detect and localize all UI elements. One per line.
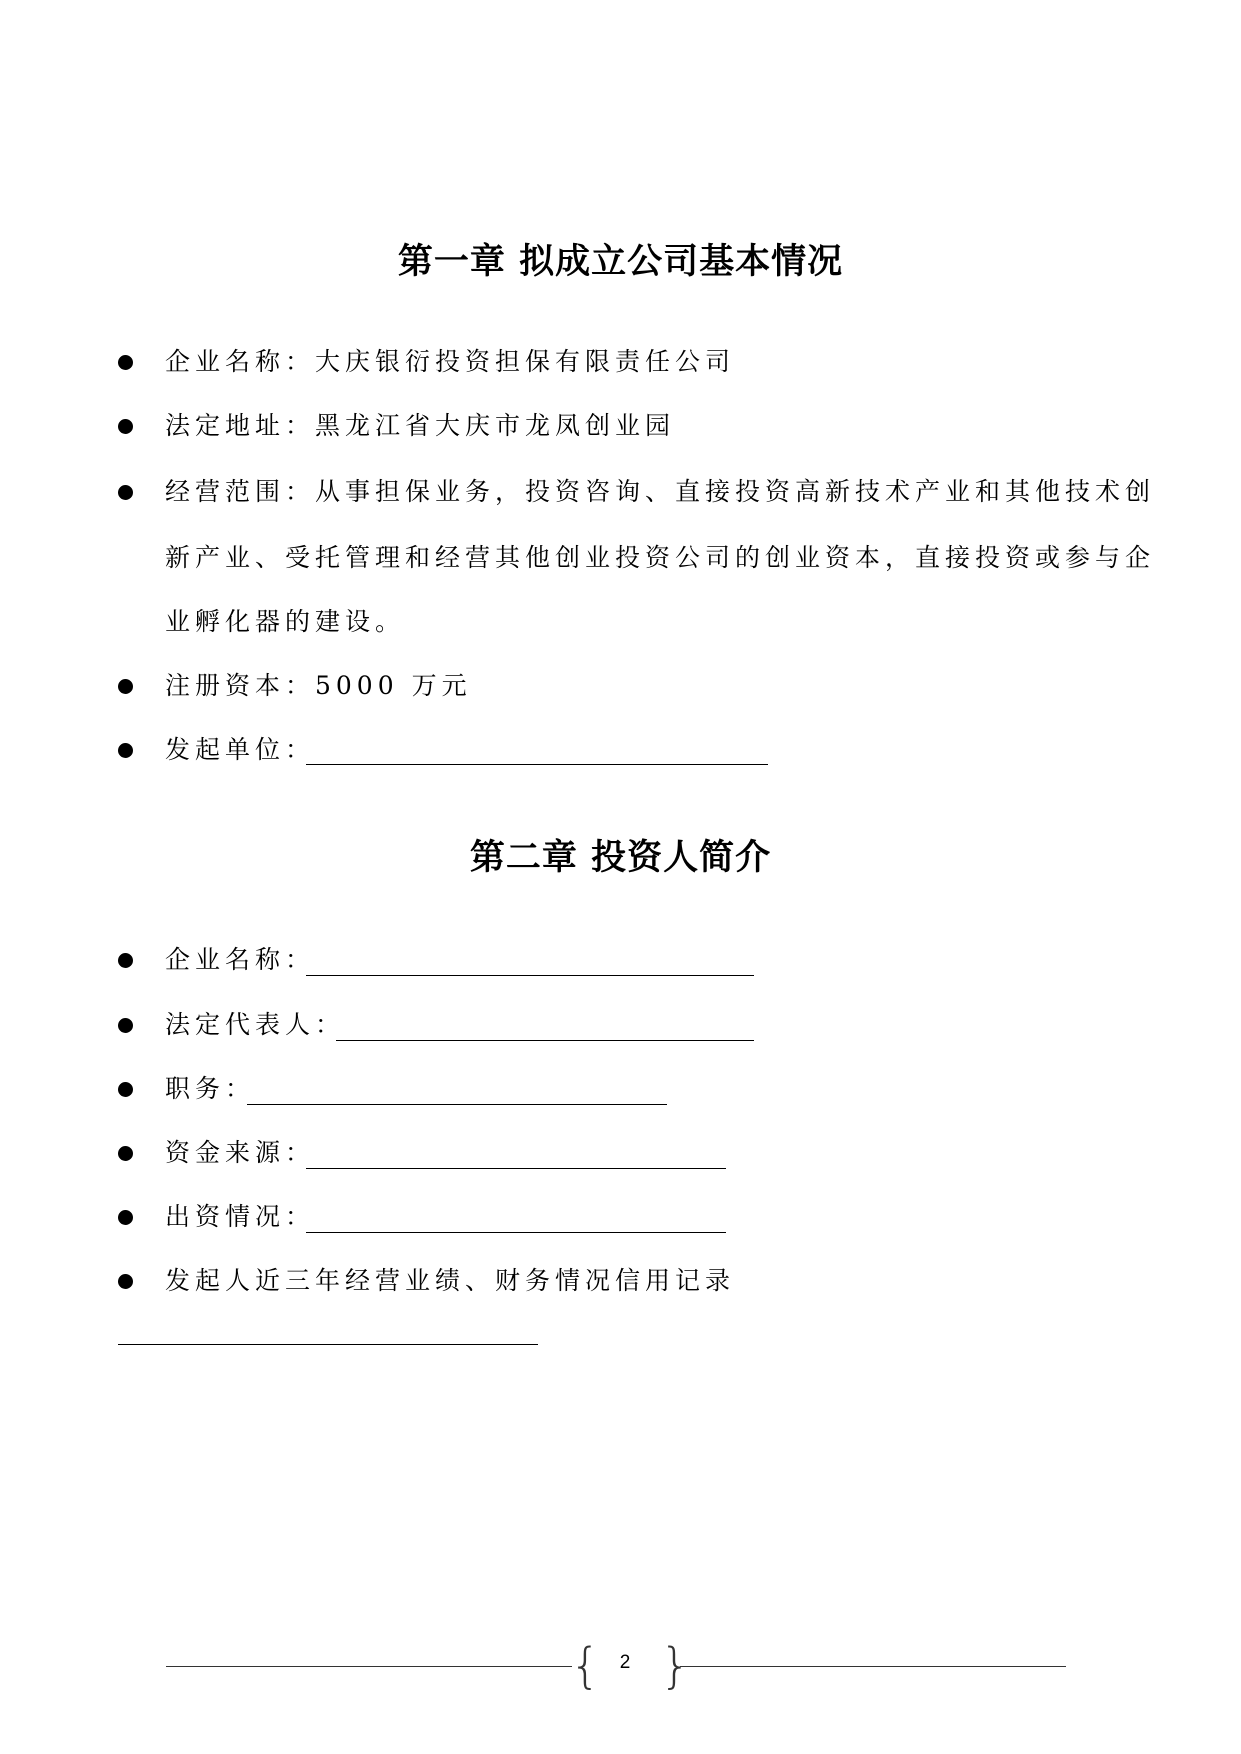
bullet-icon (118, 1210, 133, 1225)
footer-rule-right (680, 1666, 1066, 1667)
bullet-icon (118, 679, 133, 694)
footer-rule-left (166, 1666, 572, 1667)
bullet-icon (118, 419, 133, 434)
chapter-2-title: 第二章 投资人简介 (469, 838, 772, 878)
business-scope-line-2: 新产业、受托管理和经营其他创业投资公司的创业资本，直接投资或参与企 (165, 543, 1156, 572)
chapter-1-title: 第一章 拟成立公司基本情况 (397, 242, 844, 282)
bullet-icon (118, 1082, 133, 1097)
position-blank-line[interactable] (247, 1104, 667, 1105)
item-label: 法定代表人： (165, 1010, 346, 1039)
bullet-icon (118, 485, 133, 500)
item-label: 经营范围：从事担保业务，投资咨询、直接投资高新技术产业和其他技术创 (165, 477, 1156, 506)
performance-record-blank-line[interactable] (118, 1344, 538, 1345)
left-brace-icon: { (570, 1638, 601, 1694)
contribution-blank-line[interactable] (306, 1232, 726, 1233)
item-label: 企业名称： (165, 945, 316, 974)
item-label: 注册资本：5000 万元 (165, 671, 472, 700)
bullet-icon (118, 743, 133, 758)
bullet-icon (118, 953, 133, 968)
bullet-icon (118, 1018, 133, 1033)
item-label: 出资情况： (165, 1202, 316, 1231)
investor-name-blank-line[interactable] (306, 975, 754, 976)
item-label: 发起单位： (165, 735, 316, 764)
legal-representative-blank-line[interactable] (336, 1040, 754, 1041)
sponsor-blank-line[interactable] (306, 764, 768, 765)
item-label: 法定地址：黑龙江省大庆市龙凤创业园 (165, 411, 676, 440)
item-label: 资金来源： (165, 1138, 316, 1167)
right-brace-icon: } (660, 1638, 691, 1694)
funding-source-blank-line[interactable] (306, 1168, 726, 1169)
business-scope-line-3: 业孵化器的建设。 (165, 607, 406, 636)
item-label: 发起人近三年经营业绩、财务情况信用记录 (165, 1266, 736, 1295)
bullet-icon (118, 1146, 133, 1161)
item-label: 企业名称：大庆银衍投资担保有限责任公司 (165, 347, 736, 376)
bullet-icon (118, 355, 133, 370)
item-label: 职务： (165, 1074, 256, 1103)
bullet-icon (118, 1274, 133, 1289)
page-number: 2 (619, 1652, 631, 1673)
